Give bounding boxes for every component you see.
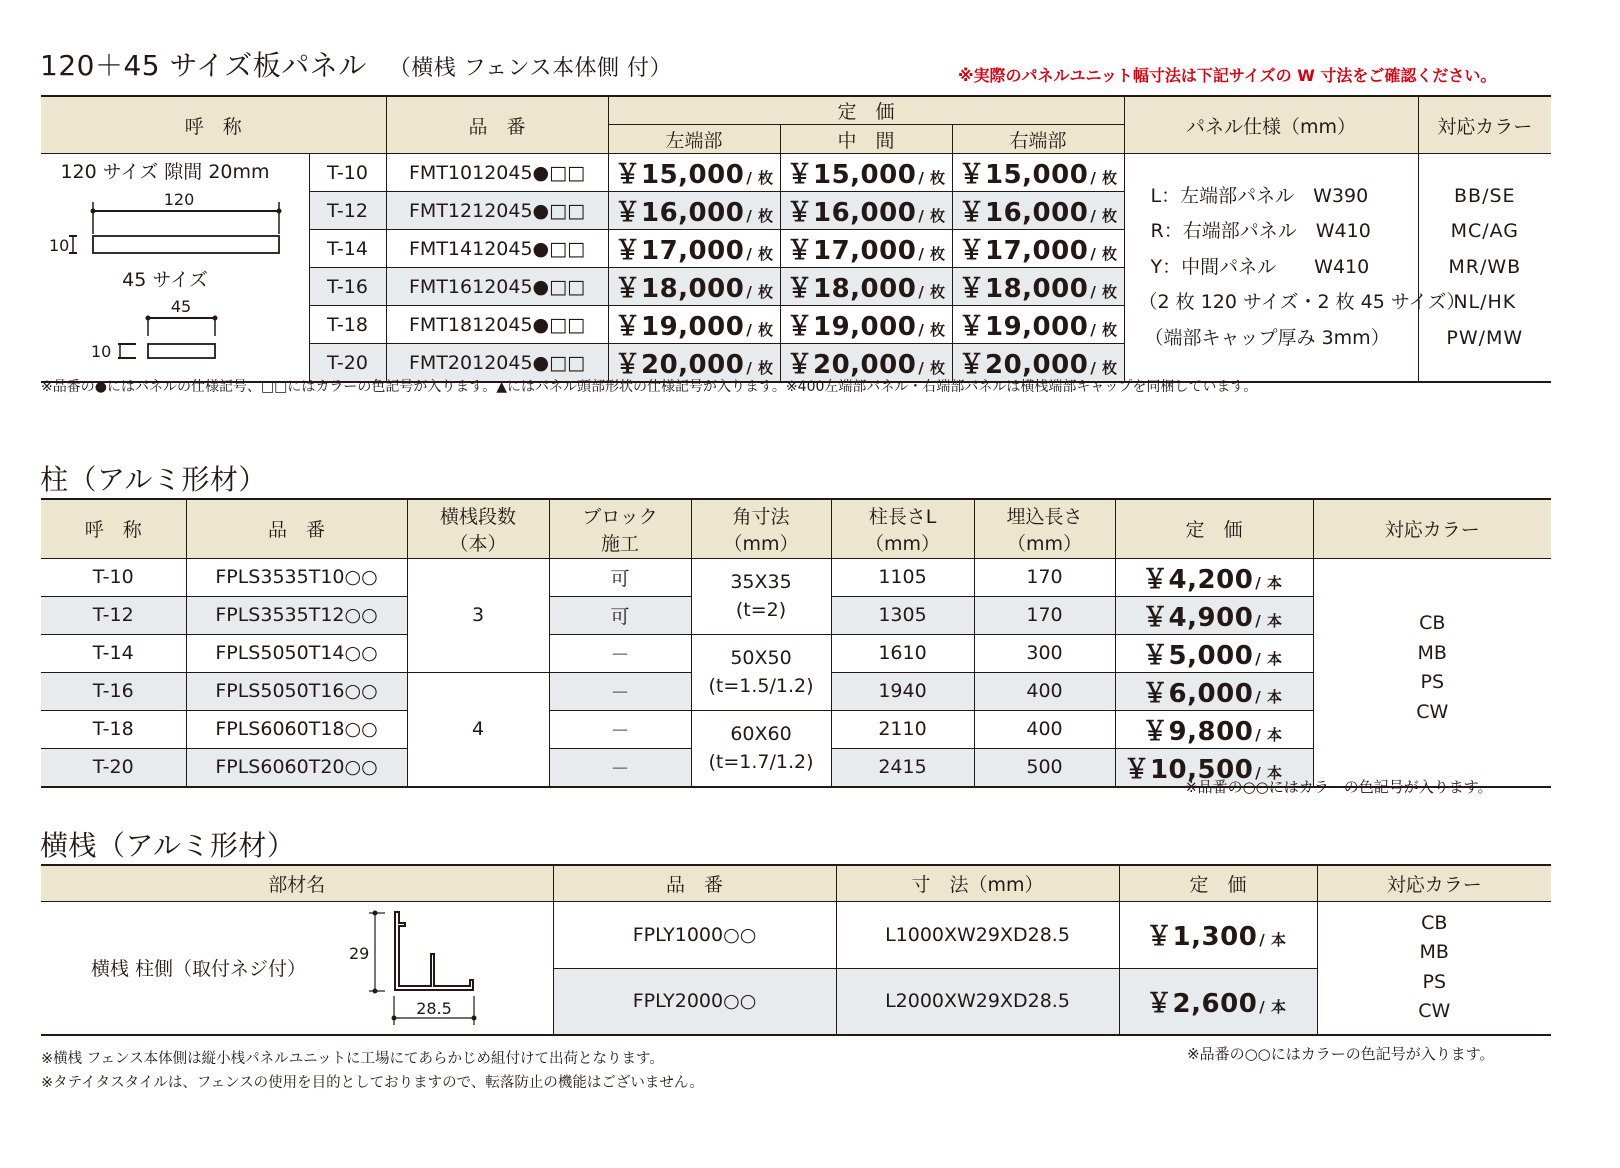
panel-price-middle: ￥17,000 / 枚 [780, 230, 952, 268]
panel-title-main: 120＋45 サイズ板パネル [40, 49, 367, 82]
panel-price-middle: ￥15,000 / 枚 [780, 154, 952, 192]
spec-composition: （2 枚 120 サイズ・2 枚 45 サイズ） [1138, 291, 1466, 314]
color-code: PS [1422, 970, 1447, 993]
panel-price-middle: ￥19,000 / 枚 [780, 306, 952, 344]
header-length: 柱長さL （mm） [831, 499, 974, 558]
post-row-part: FPLS5050T14○○ [186, 634, 407, 672]
panel-price-right: ￥16,000 / 枚 [952, 192, 1124, 230]
post-row-part: FPLS6060T20○○ [186, 748, 407, 787]
panel-price-left: ￥20,000 / 枚 [608, 344, 780, 383]
panel-size-diagram [41, 154, 309, 383]
panel-row-part: FMT1012045●□□ [386, 154, 608, 192]
panel-price-right: ￥15,000 / 枚 [952, 154, 1124, 192]
post-embed: 400 [974, 710, 1115, 748]
header-colors: 対応カラー [1418, 96, 1551, 154]
color-code: CW [1418, 1000, 1451, 1023]
post-embed: 300 [974, 634, 1115, 672]
svg-text:120 サイズ 隙間 20mm: 120 サイズ 隙間 20mm [60, 161, 270, 183]
table-row [41, 558, 1551, 596]
post-price: ￥10,500 / 本 [1115, 748, 1313, 787]
post-length: 1610 [831, 634, 974, 672]
post-row-name: T-20 [41, 748, 186, 787]
post-row-part: FPLS3535T10○○ [186, 558, 407, 596]
panel-spec-cell [1124, 154, 1466, 383]
post-length: 2110 [831, 710, 974, 748]
panel-row-name: T-16 [309, 268, 386, 306]
table-row [41, 901, 1551, 968]
svg-text:45: 45 [170, 297, 192, 316]
post-embed: 170 [974, 596, 1115, 634]
svg-text:28.5: 28.5 [416, 998, 452, 1018]
post-embed: 400 [974, 672, 1115, 710]
post-row-part: FPLS6060T18○○ [186, 710, 407, 748]
spec-cap-thickness: （端部キャップ厚み 3mm） [1144, 326, 1390, 349]
post-price: ￥4,200 / 本 [1115, 558, 1313, 596]
spec-left-panel: L：左端部パネル W390 [1150, 184, 1369, 207]
panel-section-title [40, 44, 672, 84]
panel-width-note: ※実際のパネルユニット幅寸法は下記サイズの W 寸法をご確認ください。 [958, 66, 1497, 85]
header-embed: 埋込長さ （mm） [974, 499, 1115, 558]
panel-price-middle: ￥16,000 / 枚 [780, 192, 952, 230]
panel-row-name: T-20 [309, 344, 386, 383]
panel-row-part: FMT1412045●□□ [386, 230, 608, 268]
post-row-name: T-12 [41, 596, 186, 634]
post-row-part: FPLS3535T12○○ [186, 596, 407, 634]
post-embed: 170 [974, 558, 1115, 596]
post-row-name: T-10 [41, 558, 186, 596]
header-price: 定 価 [1119, 865, 1317, 901]
post-size: 60X60 (t=1.7/1.2) [691, 710, 831, 787]
post-length: 1105 [831, 558, 974, 596]
svg-text:29: 29 [349, 943, 370, 963]
header-part-no: 品 番 [386, 96, 608, 154]
header-middle: 中 間 [780, 125, 952, 154]
panel-row-part: FMT1812045●□□ [386, 306, 608, 344]
rail-colors-cell [1317, 901, 1551, 1035]
post-length: 1305 [831, 596, 974, 634]
panel-price-middle: ￥18,000 / 枚 [780, 268, 952, 306]
header-part-no: 品 番 [553, 865, 836, 901]
panel-price-middle: ￥20,000 / 枚 [780, 344, 952, 383]
rail-row-part: FPLY2000○○ [553, 968, 836, 1035]
color-code: CB [1421, 911, 1448, 934]
panel-row-name: T-14 [309, 230, 386, 268]
panel-row-part: FMT1612045●□□ [386, 268, 608, 306]
svg-text:10: 10 [49, 236, 70, 255]
post-length: 2415 [831, 748, 974, 787]
header-rails: 横桟段数 （本） [407, 499, 549, 558]
panel-price-left: ￥17,000 / 枚 [608, 230, 780, 268]
post-rails-count: 4 [407, 672, 549, 787]
rail-profile-icon [341, 908, 481, 1033]
header-right: 右端部 [952, 125, 1124, 154]
header-price: 定 価 [608, 96, 1124, 125]
rail-row-dims: L2000XW29XD28.5 [836, 968, 1119, 1035]
color-code: BB/SE [1454, 184, 1516, 207]
post-block: － [549, 672, 691, 710]
panel-price-right: ￥17,000 / 枚 [952, 230, 1124, 268]
header-block: ブロック 施工 [549, 499, 691, 558]
post-block: 可 [549, 558, 691, 596]
color-code: CW [1416, 700, 1449, 723]
post-block: 可 [549, 596, 691, 634]
panel-title-sub: （横桟 フェンス本体側 付） [388, 56, 672, 81]
post-price: ￥9,800 / 本 [1115, 710, 1313, 748]
color-code: PW/MW [1446, 326, 1524, 349]
header-size: 角寸法 （mm） [691, 499, 831, 558]
color-code: MR/WB [1448, 255, 1522, 278]
header-colors: 対応カラー [1317, 865, 1551, 901]
post-rails-count: 3 [407, 558, 549, 672]
color-code: CB [1419, 612, 1446, 634]
svg-text:45 サイズ: 45 サイズ [122, 269, 208, 291]
rail-footnote-right: ※品番の○○にはカラーの色記号が入ります。 [1187, 1045, 1495, 1063]
panel-price-left: ￥15,000 / 枚 [608, 154, 780, 192]
panel-price-left: ￥18,000 / 枚 [608, 268, 780, 306]
header-dims: 寸 法（mm） [836, 865, 1119, 901]
post-row-part: FPLS5050T16○○ [186, 672, 407, 710]
rail-price-table [41, 864, 1551, 1036]
svg-text:10: 10 [91, 342, 112, 361]
panel-row-name: T-18 [309, 306, 386, 344]
post-price: ￥6,000 / 本 [1115, 672, 1313, 710]
panel-footnote: ※品番の●にはパネルの仕様記号、□□にはカラーの色記号が入ります。▲にはパネル頭部形状の仕様記号が入ります。※400左端部パネル・右端部パネルは横桟端部キャップを同梱しています。 [41, 379, 1258, 395]
post-colors-cell [1313, 558, 1551, 787]
spec-middle-panel: Y：中間パネル W410 [1150, 255, 1370, 278]
post-length: 1940 [831, 672, 974, 710]
header-part-no: 品 番 [186, 499, 407, 558]
post-row-name: T-14 [41, 634, 186, 672]
post-row-name: T-18 [41, 710, 186, 748]
svg-text:120: 120 [163, 190, 195, 209]
rail-row-dims: L1000XW29XD28.5 [836, 901, 1119, 968]
panel-price-right: ￥19,000 / 枚 [952, 306, 1124, 344]
header-left: 左端部 [608, 125, 780, 154]
color-code: MC/AG [1450, 220, 1520, 243]
panel-row-name: T-12 [309, 192, 386, 230]
post-block: － [549, 748, 691, 787]
header-price: 定 価 [1115, 499, 1313, 558]
post-block: － [549, 710, 691, 748]
header-member: 部材名 [41, 865, 553, 901]
panel-price-left: ￥16,000 / 枚 [608, 192, 780, 230]
header-name: 呼 称 [41, 96, 386, 154]
post-price: ￥4,900 / 本 [1115, 596, 1313, 634]
color-code: NL/HK [1453, 291, 1517, 314]
panel-colors-cell [1418, 154, 1551, 383]
panel-price-right: ￥18,000 / 枚 [952, 268, 1124, 306]
color-code: PS [1420, 671, 1445, 693]
rail-note-1: ※横桟 フェンス本体側は縦小桟パネルユニットに工場にてあらかじめ組付けて出荷となります。 [41, 1051, 664, 1067]
post-section-title: 柱（アルミ形材） [40, 463, 267, 496]
spec-right-panel: R：右端部パネル W410 [1150, 220, 1371, 243]
panel-price-right: ￥20,000 / 枚 [952, 344, 1124, 383]
post-embed: 500 [974, 748, 1115, 787]
panel-price-left: ￥19,000 / 枚 [608, 306, 780, 344]
post-row-name: T-16 [41, 672, 186, 710]
post-size: 50X50 (t=1.5/1.2) [691, 634, 831, 710]
header-name: 呼 称 [41, 499, 186, 558]
panel-row-part: FMT1212045●□□ [386, 192, 608, 230]
post-block: － [549, 634, 691, 672]
post-price-table [41, 498, 1551, 788]
rail-member-cell [41, 901, 553, 1035]
header-colors: 対応カラー [1313, 499, 1551, 558]
post-footnote: ※品番の○○にはカラーの色記号が入ります。 [1185, 778, 1493, 796]
rail-row-part: FPLY1000○○ [553, 901, 836, 968]
panel-row-part: FMT2012045●□□ [386, 344, 608, 383]
color-code: MB [1417, 641, 1447, 664]
rail-price: ￥2,600 / 本 [1119, 968, 1317, 1035]
post-price: ￥5,000 / 本 [1115, 634, 1313, 672]
rail-price: ￥1,300 / 本 [1119, 901, 1317, 968]
header-spec: パネル仕様（mm） [1124, 96, 1418, 154]
rail-section-title: 横桟（アルミ形材） [40, 829, 296, 862]
panel-cross-section-icon [41, 154, 309, 364]
color-code: MB [1419, 941, 1449, 964]
rail-member-name: 横桟 柱側（取付ネジ付） [91, 957, 307, 980]
post-size: 35X35 (t=2) [691, 558, 831, 634]
rail-note-2: ※タテイタスタイルは、フェンスの使用を目的としておりますので、転落防止の機能はございません。 [41, 1075, 704, 1091]
panel-price-table [41, 95, 1551, 383]
panel-row-name: T-10 [309, 154, 386, 192]
